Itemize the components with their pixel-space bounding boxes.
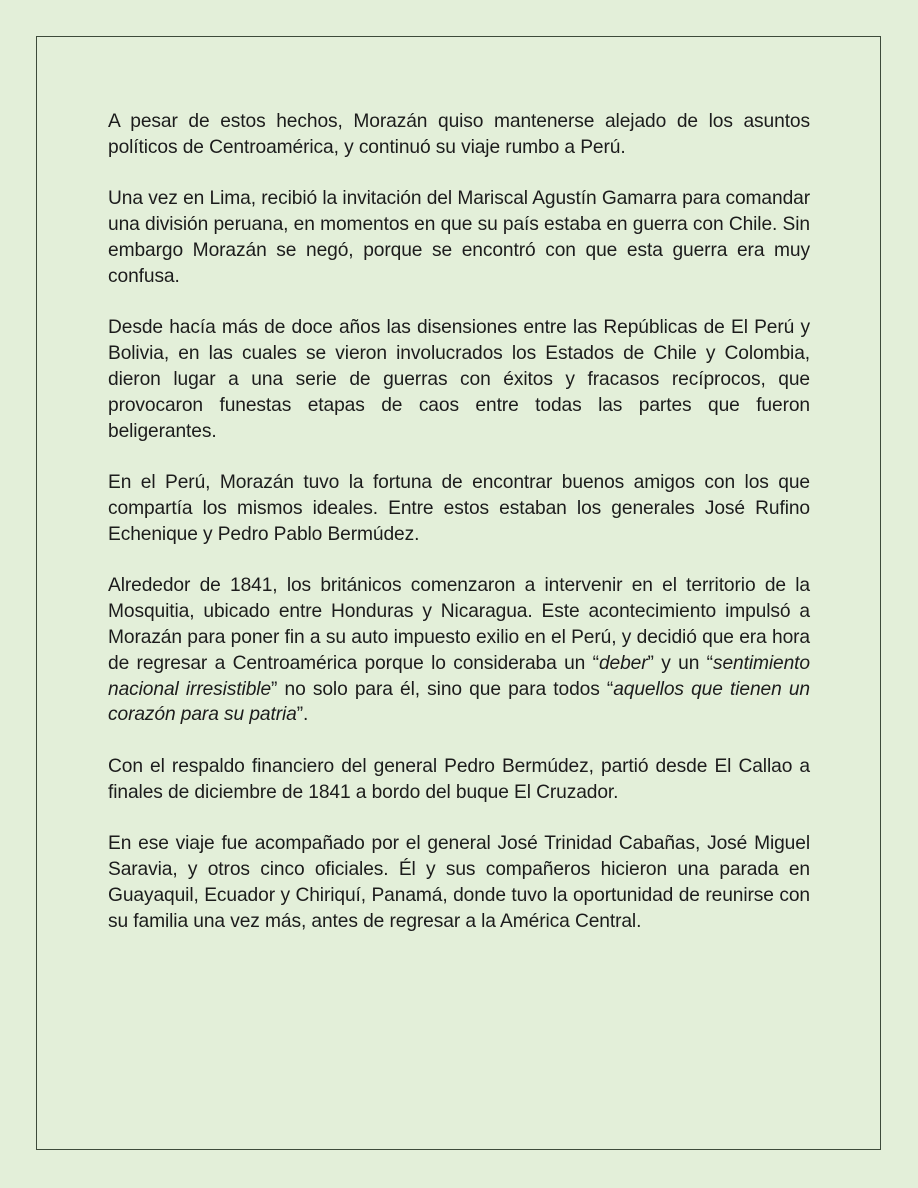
paragraph-text: ” y un “ (647, 652, 713, 674)
quoted-italic-text: aquellos que tienen un corazón para su patria (108, 678, 810, 726)
paragraph-with-quotes (108, 573, 810, 728)
paragraph-text: A pesar de estos hechos, Morazán quiso mantenerse alejado de los asuntos políticos de Centroamérica, y continuó su viaje rumbo a Perú. (108, 111, 810, 158)
paragraph (108, 109, 810, 161)
paragraph (108, 315, 810, 444)
paragraph-text: Una vez en Lima, recibió la invitación del Mariscal Agustín Gamarra para comandar una división peruana, en momentos en que su país estaba en guerra con Chile. Sin embargo Morazán se negó, porque se encontró con que esta guerra era muy confusa. (108, 188, 810, 287)
paragraph-text: Desde hacía más de doce años las disensiones entre las Repúblicas de El Perú y Bolivia, en las cuales se vieron involucrados los Estados de Chile y Colombia, dieron lugar a una serie de guerras con éxitos y fracasos recíprocos, que provocaron funestas etapas de caos entre todas las partes que fueron beligerantes. (108, 317, 810, 442)
paragraph-text: En el Perú, Morazán tuvo la fortuna de encontrar buenos amigos con los que compartía los mismos ideales. Entre estos estaban los generales José Rufino Echenique y Pedro Pablo Bermúdez. (108, 472, 810, 545)
paragraph-text: Alrededor de 1841, los británicos comenzaron a intervenir en el territorio de la Mosquitia, ubicado entre Honduras y Nicaragua. Este acontecimiento impulsó a Morazán para poner fin a su auto impuesto exilio en el Perú, y decidió que era hora de regresar a Centroamérica porque lo consideraba un “ (108, 575, 810, 674)
quoted-italic-text: deber (598, 652, 648, 674)
quoted-italic-text: sentimiento nacional irresistible (108, 652, 810, 700)
paragraph (108, 186, 810, 289)
paragraph (108, 470, 810, 547)
document-body (108, 109, 810, 960)
paragraph-text: ”. (296, 704, 309, 726)
paragraph-text: Con el respaldo financiero del general Pedro Bermúdez, partió desde El Callao a finales de diciembre de 1841 a bordo del buque El Cruzador. (108, 755, 810, 803)
paragraph-text: En ese viaje fue acompañado por el general José Trinidad Cabañas, José Miguel Saravia, y otros cinco oficiales. Él y sus compañeros hicieron una parada en Guayaquil, Ecuador y Chiriquí, Panamá, donde tuvo la oportunidad de reunirse con su familia una vez más, antes de regresar a la América Central. (108, 833, 810, 932)
paragraph-text: ” no solo para él, sino que para todos “ (271, 678, 614, 700)
paragraph (108, 831, 810, 934)
paragraph (108, 754, 810, 806)
